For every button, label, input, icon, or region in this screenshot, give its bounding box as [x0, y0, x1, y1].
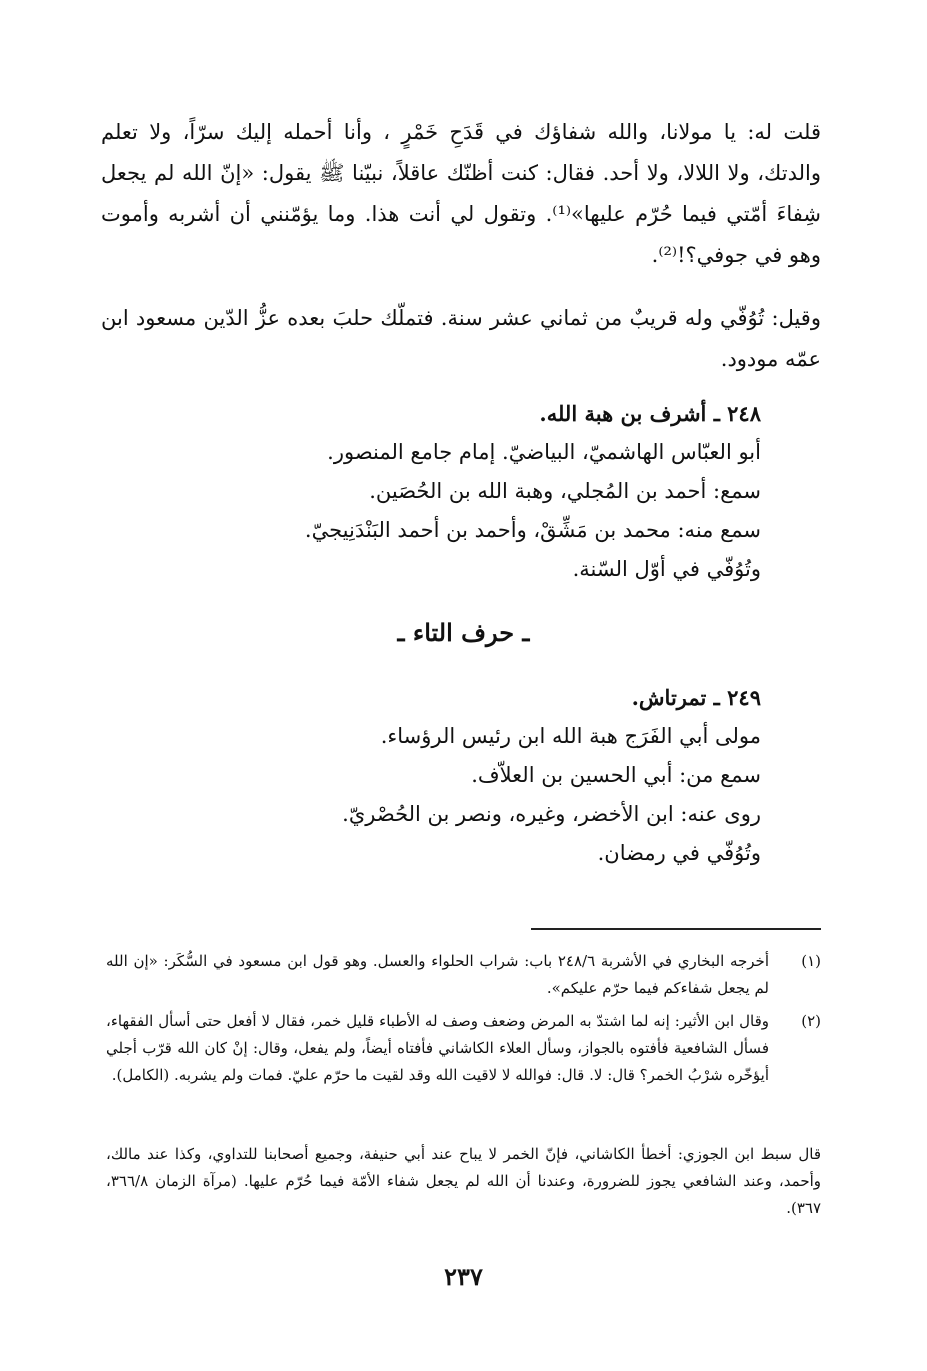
- entry-line: وتُوُفّي في رمضان.: [597, 841, 761, 865]
- footnote-text: وقال ابن الأثير: إنه لما اشتدّ به المرض وضعف وصف له الأطباء قليل خمر، فقال لا أفعل حتى أسأل الفقهاء، فسأل الشافعية فأفتوه بالجواز، وسأل العلاء الكاشاني فأفتاه أيضاً، ولم يفعل، وقال: إنْ كان الله قرّب أجلي أيؤخّره شرْبُ الخمر؟ قال: لا. قال: فوالله لا لاقيت الله وقد لقيت ما حرّم عليّ. فمات ولم يشربه. (الكامل).: [106, 1012, 769, 1084]
- paragraph: قلت له: يا مولانا، والله شفاؤك في قَدَحِ خَمْرٍ ، وأنا أحمله إليك سرّاً، ولا تعلم والدتك، ولا اللالا، ولا أحد. فقال: كنت أظنّك عاقلاً، نبيّنا ﷺ يقول: «إنّ الله لم يجعل شِفاءَ أمّتي فيما حُرّم عليها»⁽¹⁾. وتقول لي أنت هذا. وما يؤمّنني أن أشربه وأموت وهو في جوفي؟!⁽²⁾.: [101, 120, 821, 267]
- entry-heading: ٢٤٩ ـ تمرتاش.: [631, 685, 761, 710]
- footnote-text: أخرجه البخاري في الأشربة ٢٤٨/٦ باب: شراب الحلواء والعسل. وهو قول ابن مسعود في السُّكَر: «إن الله لم يجعل شفاءكم فيما حرّم عليكم».: [106, 952, 769, 997]
- footnote: [106, 1008, 821, 1089]
- entry-heading: ٢٤٨ ـ أشرف بن هبة الله.: [539, 401, 761, 426]
- page-number: ٢٣٧: [444, 1262, 483, 1291]
- entry-line: سمع من: أبي الحسين بن العلاّف.: [471, 763, 761, 787]
- footnote-separator: [531, 928, 821, 930]
- footnote-number: (٢): [801, 1012, 821, 1030]
- footnote-number: (١): [801, 952, 821, 970]
- section-heading: ـ حرف التاء ـ: [397, 618, 530, 647]
- paragraph: وقيل: تُوُفّي وله قريبٌ من ثماني عشر سنة. فتملّك حلبَ بعده عزُّ الدّين مسعود ابن عمّه مودود.: [101, 306, 821, 371]
- entry-line: سمع: أحمد بن المُجلي، وهبة الله بن الحُصَين.: [369, 479, 761, 503]
- footnote-continuation: [106, 1141, 821, 1222]
- biography-entry: [161, 394, 761, 589]
- entry-line: مولى أبي الفَرَج هبة الله ابن رئيس الرؤساء.: [380, 724, 761, 748]
- entry-line: سمع منه: محمد بن مَشِّقْ، وأحمد بن أحمد البَنْدَنِيجيّ.: [304, 518, 761, 542]
- entry-line: أبو العبّاس الهاشميّ، البياضيّ. إمام جامع المنصور.: [327, 440, 761, 464]
- biography-entry: [161, 678, 761, 873]
- entry-line: وتُوُفّي في أوّل السّنة.: [572, 557, 761, 581]
- footnote: [106, 948, 821, 1002]
- entry-line: روى عنه: ابن الأخضر، وغيره، ونصر بن الحُصْريّ.: [342, 802, 761, 826]
- footnote-text: قال سبط ابن الجوزي: أخطأ الكاشاني، فإنّ الخمر لا يباح عند أبي حنيفة، وجميع أصحابنا للتداوي، وكذا عند مالك، وأحمد، وعند الشافعي يجوز للضرورة، وعندنا أن الله لم يجعل شفاء الأمّة فيما حُرّم عليها. (مرآة الزمان ٣٦٦/٨، ٣٦٧).: [106, 1145, 821, 1217]
